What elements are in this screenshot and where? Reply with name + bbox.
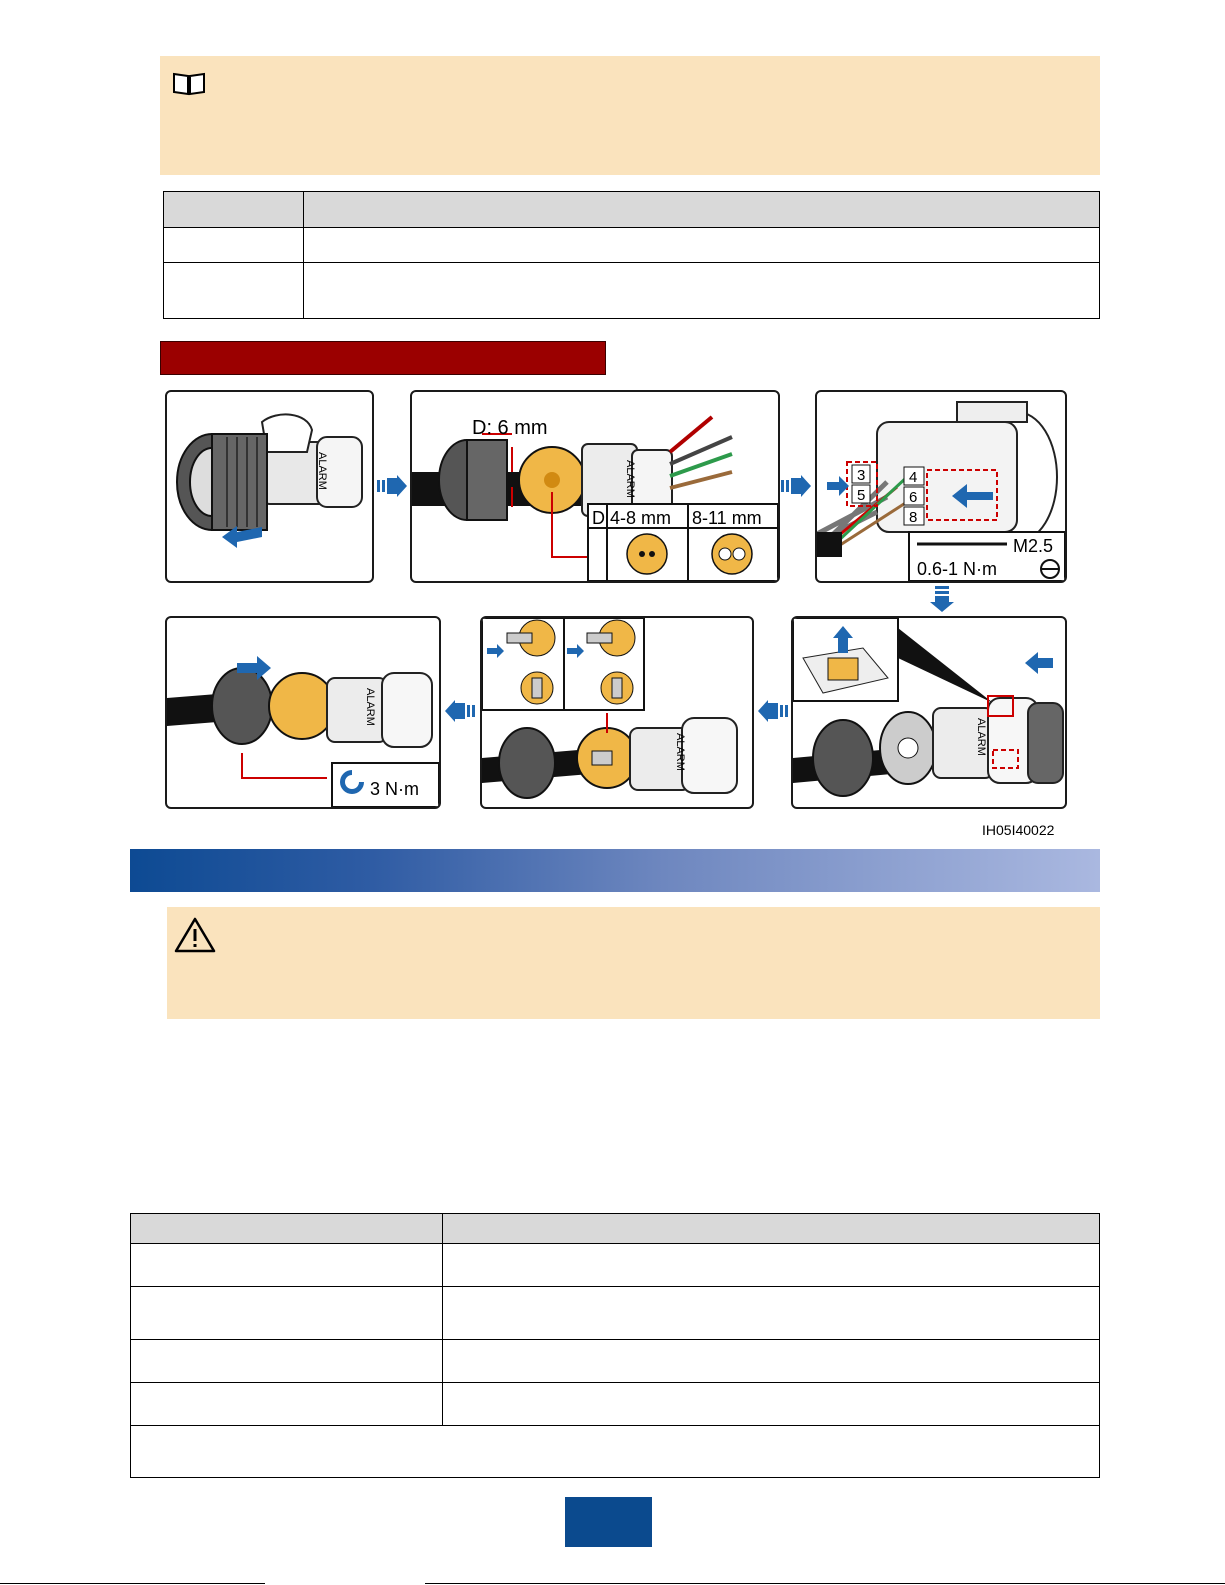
table-cell [164, 228, 304, 263]
upper-table [163, 191, 1100, 319]
table-row [131, 1340, 1100, 1383]
step-panel-5 [480, 616, 754, 809]
table-row [131, 1244, 1100, 1287]
section-heading-bar [130, 849, 1100, 892]
figure-caption-bar [160, 341, 606, 375]
footer-rule [425, 1583, 1225, 1584]
strip-diameter-label: D: 6 mm [472, 417, 548, 439]
step-panel-3 [815, 390, 1067, 583]
nut-torque-label: 3 N·m [370, 779, 419, 799]
table-cell [443, 1244, 1100, 1287]
step-panel-2 [410, 390, 780, 583]
warning-triangle-icon [173, 916, 217, 959]
connector-illustration [167, 392, 372, 581]
table-cell [131, 1340, 443, 1383]
connector-marking: ALARM [624, 460, 636, 498]
table-row [164, 263, 1100, 319]
table-cell [304, 263, 1100, 319]
pin-label: 6 [909, 489, 918, 506]
table-cell [304, 228, 1100, 263]
table-row [131, 1383, 1100, 1426]
screw-torque-label: 0.6-1 N·m [917, 559, 998, 579]
pin-label: 5 [857, 487, 866, 504]
table-cell [443, 1383, 1100, 1426]
arrow-left-icon [758, 700, 788, 727]
table-footnote-row [131, 1426, 1100, 1478]
connector-marking: ALARM [364, 688, 376, 726]
table-header-row [164, 192, 1100, 228]
table-header-cell [164, 192, 304, 228]
seal-table-header-d: D [592, 508, 605, 528]
table-header-cell [443, 1214, 1100, 1244]
terminal-wiring-illustration [817, 392, 1065, 581]
step-panel-1 [165, 390, 374, 583]
screw-size-label: M2.5 [1013, 536, 1054, 556]
seal-table-header-small: 4-8 mm [610, 508, 672, 528]
step-panel-4 [165, 616, 441, 809]
page-number-tab [565, 1497, 652, 1547]
note-icon [172, 70, 206, 101]
assemble-connector-illustration [793, 618, 1065, 807]
arrow-right-icon [377, 475, 407, 502]
lower-table [130, 1213, 1100, 1478]
seal-table-header-large: 8-11 mm [692, 508, 762, 528]
arrow-left-icon [445, 700, 475, 727]
table-footnote-cell [131, 1426, 1100, 1478]
connector-marking: ALARM [316, 452, 328, 490]
table-cell [131, 1383, 443, 1426]
table-row [131, 1287, 1100, 1340]
footer-rule [0, 1583, 265, 1584]
pin-label: 8 [909, 509, 918, 526]
table-cell [131, 1244, 443, 1287]
table-header-row [131, 1214, 1100, 1244]
note-box [160, 56, 1100, 175]
table-cell [131, 1287, 443, 1340]
warning-box [167, 907, 1100, 1019]
cable-strip-illustration [412, 392, 778, 581]
arrow-right-icon [781, 475, 811, 502]
table-cell [443, 1287, 1100, 1340]
table-header-cell [131, 1214, 443, 1244]
connector-marking: ALARM [975, 718, 987, 756]
connector-marking: ALARM [674, 733, 686, 771]
step-panel-6 [791, 616, 1067, 809]
pin-label: 4 [909, 469, 918, 486]
arrow-down-icon [930, 586, 954, 617]
table-cell [443, 1340, 1100, 1383]
pin-label: 3 [857, 467, 866, 484]
insert-seal-illustration [482, 618, 752, 807]
tighten-nut-illustration [167, 618, 439, 807]
table-cell [164, 263, 304, 319]
figure-code: IH05I40022 [982, 822, 1055, 838]
table-row [164, 228, 1100, 263]
table-header-cell [304, 192, 1100, 228]
